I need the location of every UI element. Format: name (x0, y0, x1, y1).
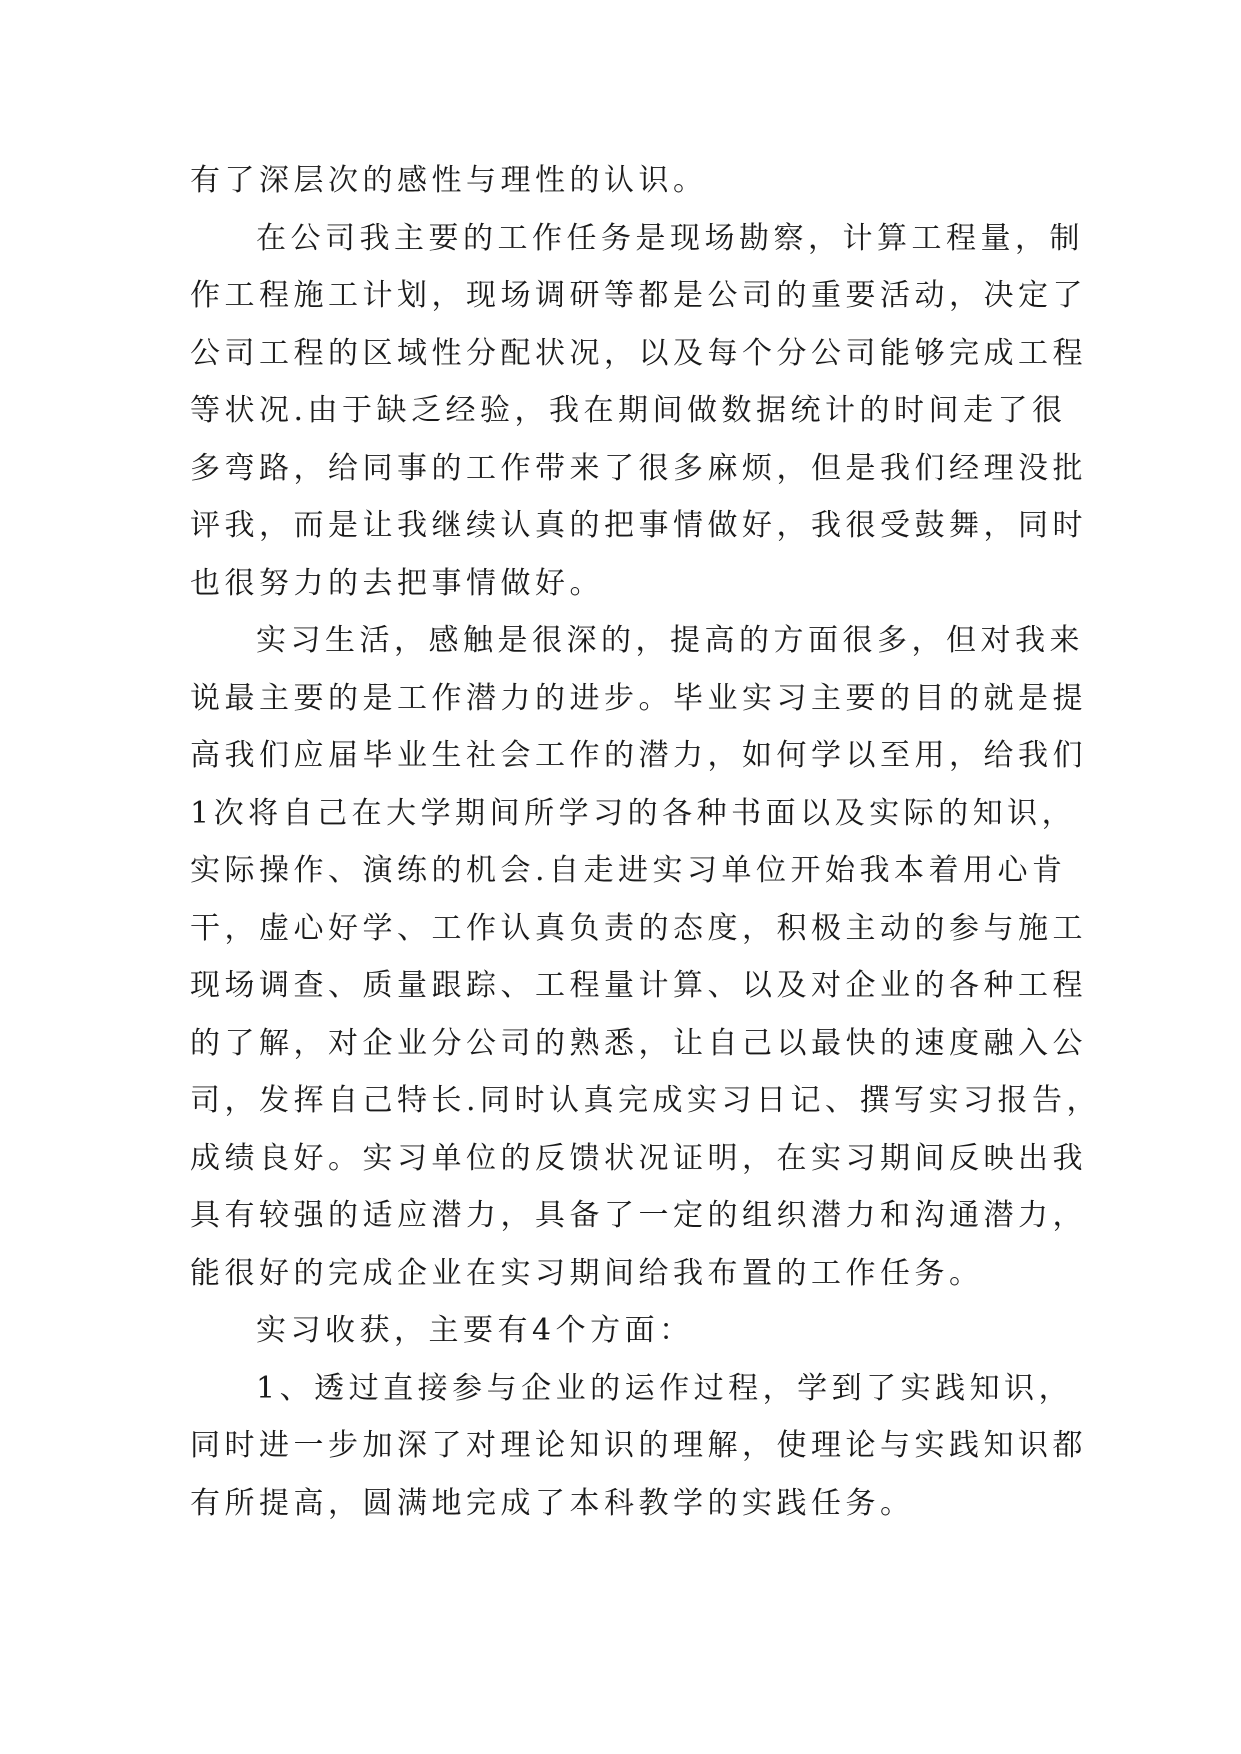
text-line: 说最主要的是工作潜力的进步。毕业实习主要的目的就是提 (190, 681, 1087, 716)
text-line: 高我们应届毕业生社会工作的潜力，如何学以至用，给我们 (190, 738, 1087, 773)
text-line: 具有较强的适应潜力，具备了一定的组织潜力和沟通潜力， (190, 1198, 1087, 1233)
text-line: 1次将自己在大学期间所学习的各种书面以及实际的知识， (190, 796, 1077, 831)
paragraph-first-line: 1、透过直接参与企业的运作过程，学到了实践知识， (256, 1371, 1074, 1406)
text-line: 有所提高，圆满地完成了本科教学的实践任务。 (190, 1486, 915, 1521)
text-line: 等状况.由于缺乏经验，我在期间做数据统计的时间走了很 (190, 393, 1067, 428)
paragraph-first-line: 实习生活，感触是很深的，提高的方面很多，但对我来 (256, 623, 1084, 658)
text-line: 作工程施工计划，现场调研等都是公司的重要活动，决定了 (190, 278, 1087, 313)
text-line: 现场调查、质量跟踪、工程量计算、以及对企业的各种工程 (190, 968, 1087, 1003)
text-line: 司，发挥自己特长.同时认真完成实习日记、撰写实习报告， (190, 1083, 1102, 1118)
paragraph-first-line: 实习收获，主要有4个方面： (256, 1313, 694, 1348)
text-line: 干，虚心好学、工作认真负责的态度，积极主动的参与施工 (190, 911, 1087, 946)
text-line: 成绩良好。实习单位的反馈状况证明，在实习期间反映出我 (190, 1141, 1087, 1176)
text-line: 也很努力的去把事情做好。 (190, 566, 604, 601)
text-line: 有了深层次的感性与理性的认识。 (190, 163, 708, 198)
text-line: 多弯路，给同事的工作带来了很多麻烦，但是我们经理没批 (190, 451, 1087, 486)
paragraph-first-line: 在公司我主要的工作任务是现场勘察，计算工程量，制 (256, 221, 1084, 256)
text-line: 同时进一步加深了对理论知识的理解，使理论与实践知识都 (190, 1428, 1087, 1463)
text-line: 公司工程的区域性分配状况，以及每个分公司能够完成工程 (190, 336, 1087, 371)
text-line: 能很好的完成企业在实习期间给我布置的工作任务。 (190, 1256, 984, 1291)
text-line: 评我，而是让我继续认真的把事情做好，我很受鼓舞，同时 (190, 508, 1087, 543)
text-line: 实际操作、演练的机会.自走进实习单位开始我本着用心肯 (190, 853, 1067, 888)
text-line: 的了解，对企业分公司的熟悉，让自己以最快的速度融入公 (190, 1026, 1087, 1061)
